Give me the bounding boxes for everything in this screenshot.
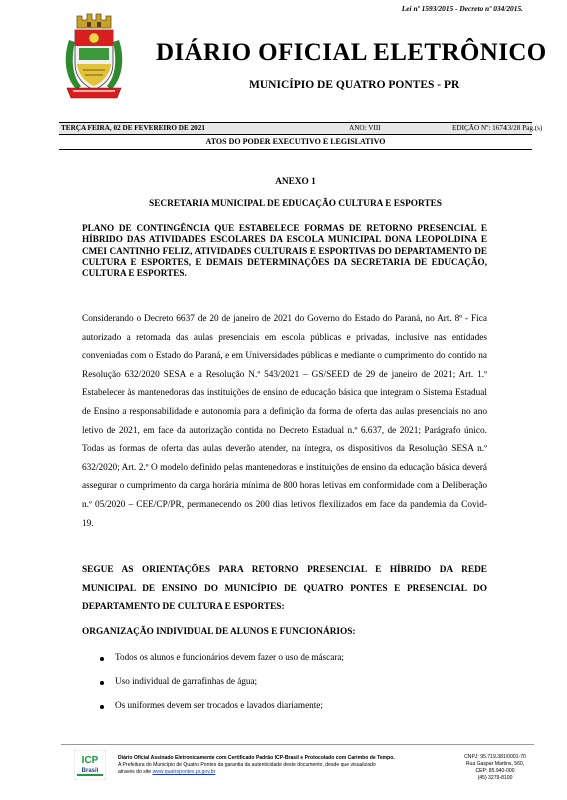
icp-label: ICP (81, 755, 99, 766)
footer-line-2: A Prefeitura do Município de Quatro Pontes da garantia da autenticidade deste documento, desde que visualizado (118, 761, 376, 768)
page-title: DIÁRIO OFICIAL ELETRÔNICO (156, 39, 547, 66)
bullet-icon (100, 657, 104, 661)
website-link[interactable]: www.quatropontes.pr.gov.br (152, 768, 216, 775)
issue-edition: EDIÇÃO Nº: 1674 (452, 124, 507, 132)
section-divider (59, 149, 532, 150)
list-item: Uso individual de garrafinhas de água; (100, 676, 490, 700)
footer-contact (445, 754, 545, 782)
coat-of-arms-icon (63, 8, 125, 110)
cep: CEP: 85.940-000 (475, 767, 515, 774)
page-count: 13/28 Pag.(s) (504, 124, 543, 132)
address: Rua Gaspar Martins, 560, (465, 760, 525, 767)
phone: (45) 3279-8100 (477, 774, 513, 781)
cnpj: CNPJ: 95.719.381/0001-70 (464, 754, 526, 760)
issue-year: ANO: VIII (349, 124, 381, 132)
guidelines-list (100, 652, 490, 724)
plan-title: PLANO DE CONTINGÊNCIA QUE ESTABELECE FORMAS DE RETORNO PRESENCIAL E HÍBRIDO DAS ATIVIDADES ESCOLARES DA ESCOLA MUNICIPAL DONA LEOPOLDINA E CMEI CANTINHO FELIZ, ATIVIDADES CULTURAIS E ESPORTIVAS DO DEPARTAMENTO DE CULTURA E ESPORTES, E DEMAIS DETERMINAÇÕES DA SECRETARIA DE EDUCAÇÃO, CULTURA E ESPORTES. (82, 223, 487, 279)
guidelines-heading: SEGUE AS ORIENTAÇÕES PARA RETORNO PRESENCIAL E HÍBRIDO DA REDE MUNICIPAL DE ENSINO DO MUNICÍPIO DE QUATRO PONTES E PRESENCIAL DO DEPARTAMENTO DE CULTURA E ESPORTES: (82, 565, 487, 613)
list-item: Todos os alunos e funcionários devem fazer o uso de máscara; (100, 652, 490, 676)
footer-certification-text (118, 755, 443, 775)
bullet-icon (100, 705, 104, 709)
bullet-icon (100, 681, 104, 685)
brasil-label: Brasil (81, 768, 99, 774)
section-title: ATOS DO PODER EXECUTIVO E LEGISLATIVO (205, 137, 386, 146)
footer-line-1: Diário Oficial Assinado Eletronicamente com Certificado Padrão ICP-Brasil e Protocolado com Carimbo de Tempo. (118, 755, 395, 761)
issue-date: TERÇA FEIRA, 02 DE FEVEREIRO DE 2021 (61, 124, 205, 132)
body-paragraph: Considerando o Decreto 6637 de 20 de janeiro de 2021 do Governo do Estado do Paraná, no Art. 8º - Fica autorizado a retomada das aulas presenciais em escola públicas e privadas, inclusive nas entidades conveniadas com o Estado do Paraná, e em Universidades públicas e mediante o cumprimento do contido na Resolução 632/2020 SESA e a Resolução N.º 543/2021 – GS/SEED de 29 de janeiro de 2021; Art. 1.º Estabelecer às mantenedoras das instituições de ensino de educação básica que integram o Sistema Estadual de Ensino a responsabilidade e autonomia para a definição da forma de oferta das aulas presenciais no ano letivo de 2021, em face da autorização contida no Decreto Estadual n.º 6.637, de 2021; Parágrafo único. Todas as formas de oferta das aulas deverão atender, na íntegra, os dispositivos da Resolução SESA n.º 632/2020; Art. 2.º O modelo definido pelas mantenedoras e instituições de ensino da educação básica deverá assegurar o cumprimento da carga horária mínima de 800 horas letivas em conformidade com a Deliberação n.º 05/2020 – CEE/CP/PR, permanecendo os 200 dias letivos flexilizados em face da pandemia da Covid-19. (82, 314, 487, 529)
law-reference: Lei nº 1593/2015 - Decreto nº 034/2015. (401, 4, 523, 13)
icp-brasil-logo-icon (74, 750, 106, 780)
organization-heading: ORGANIZAÇÃO INDIVIDUAL DE ALUNOS E FUNCIONÁRIOS: (82, 627, 356, 637)
annex-heading: ANEXO 1 (275, 177, 316, 187)
list-item: Os uniformes devem ser trocados e lavados diariamente; (100, 700, 490, 724)
issue-info-bar (59, 122, 543, 135)
footer-line-3: através do site (118, 768, 152, 775)
municipality-subtitle: MUNICÍPIO DE QUATRO PONTES - PR (249, 79, 460, 91)
secretariat-heading: SECRETARIA MUNICIPAL DE EDUCAÇÃO CULTURA E ESPORTES (149, 199, 442, 209)
